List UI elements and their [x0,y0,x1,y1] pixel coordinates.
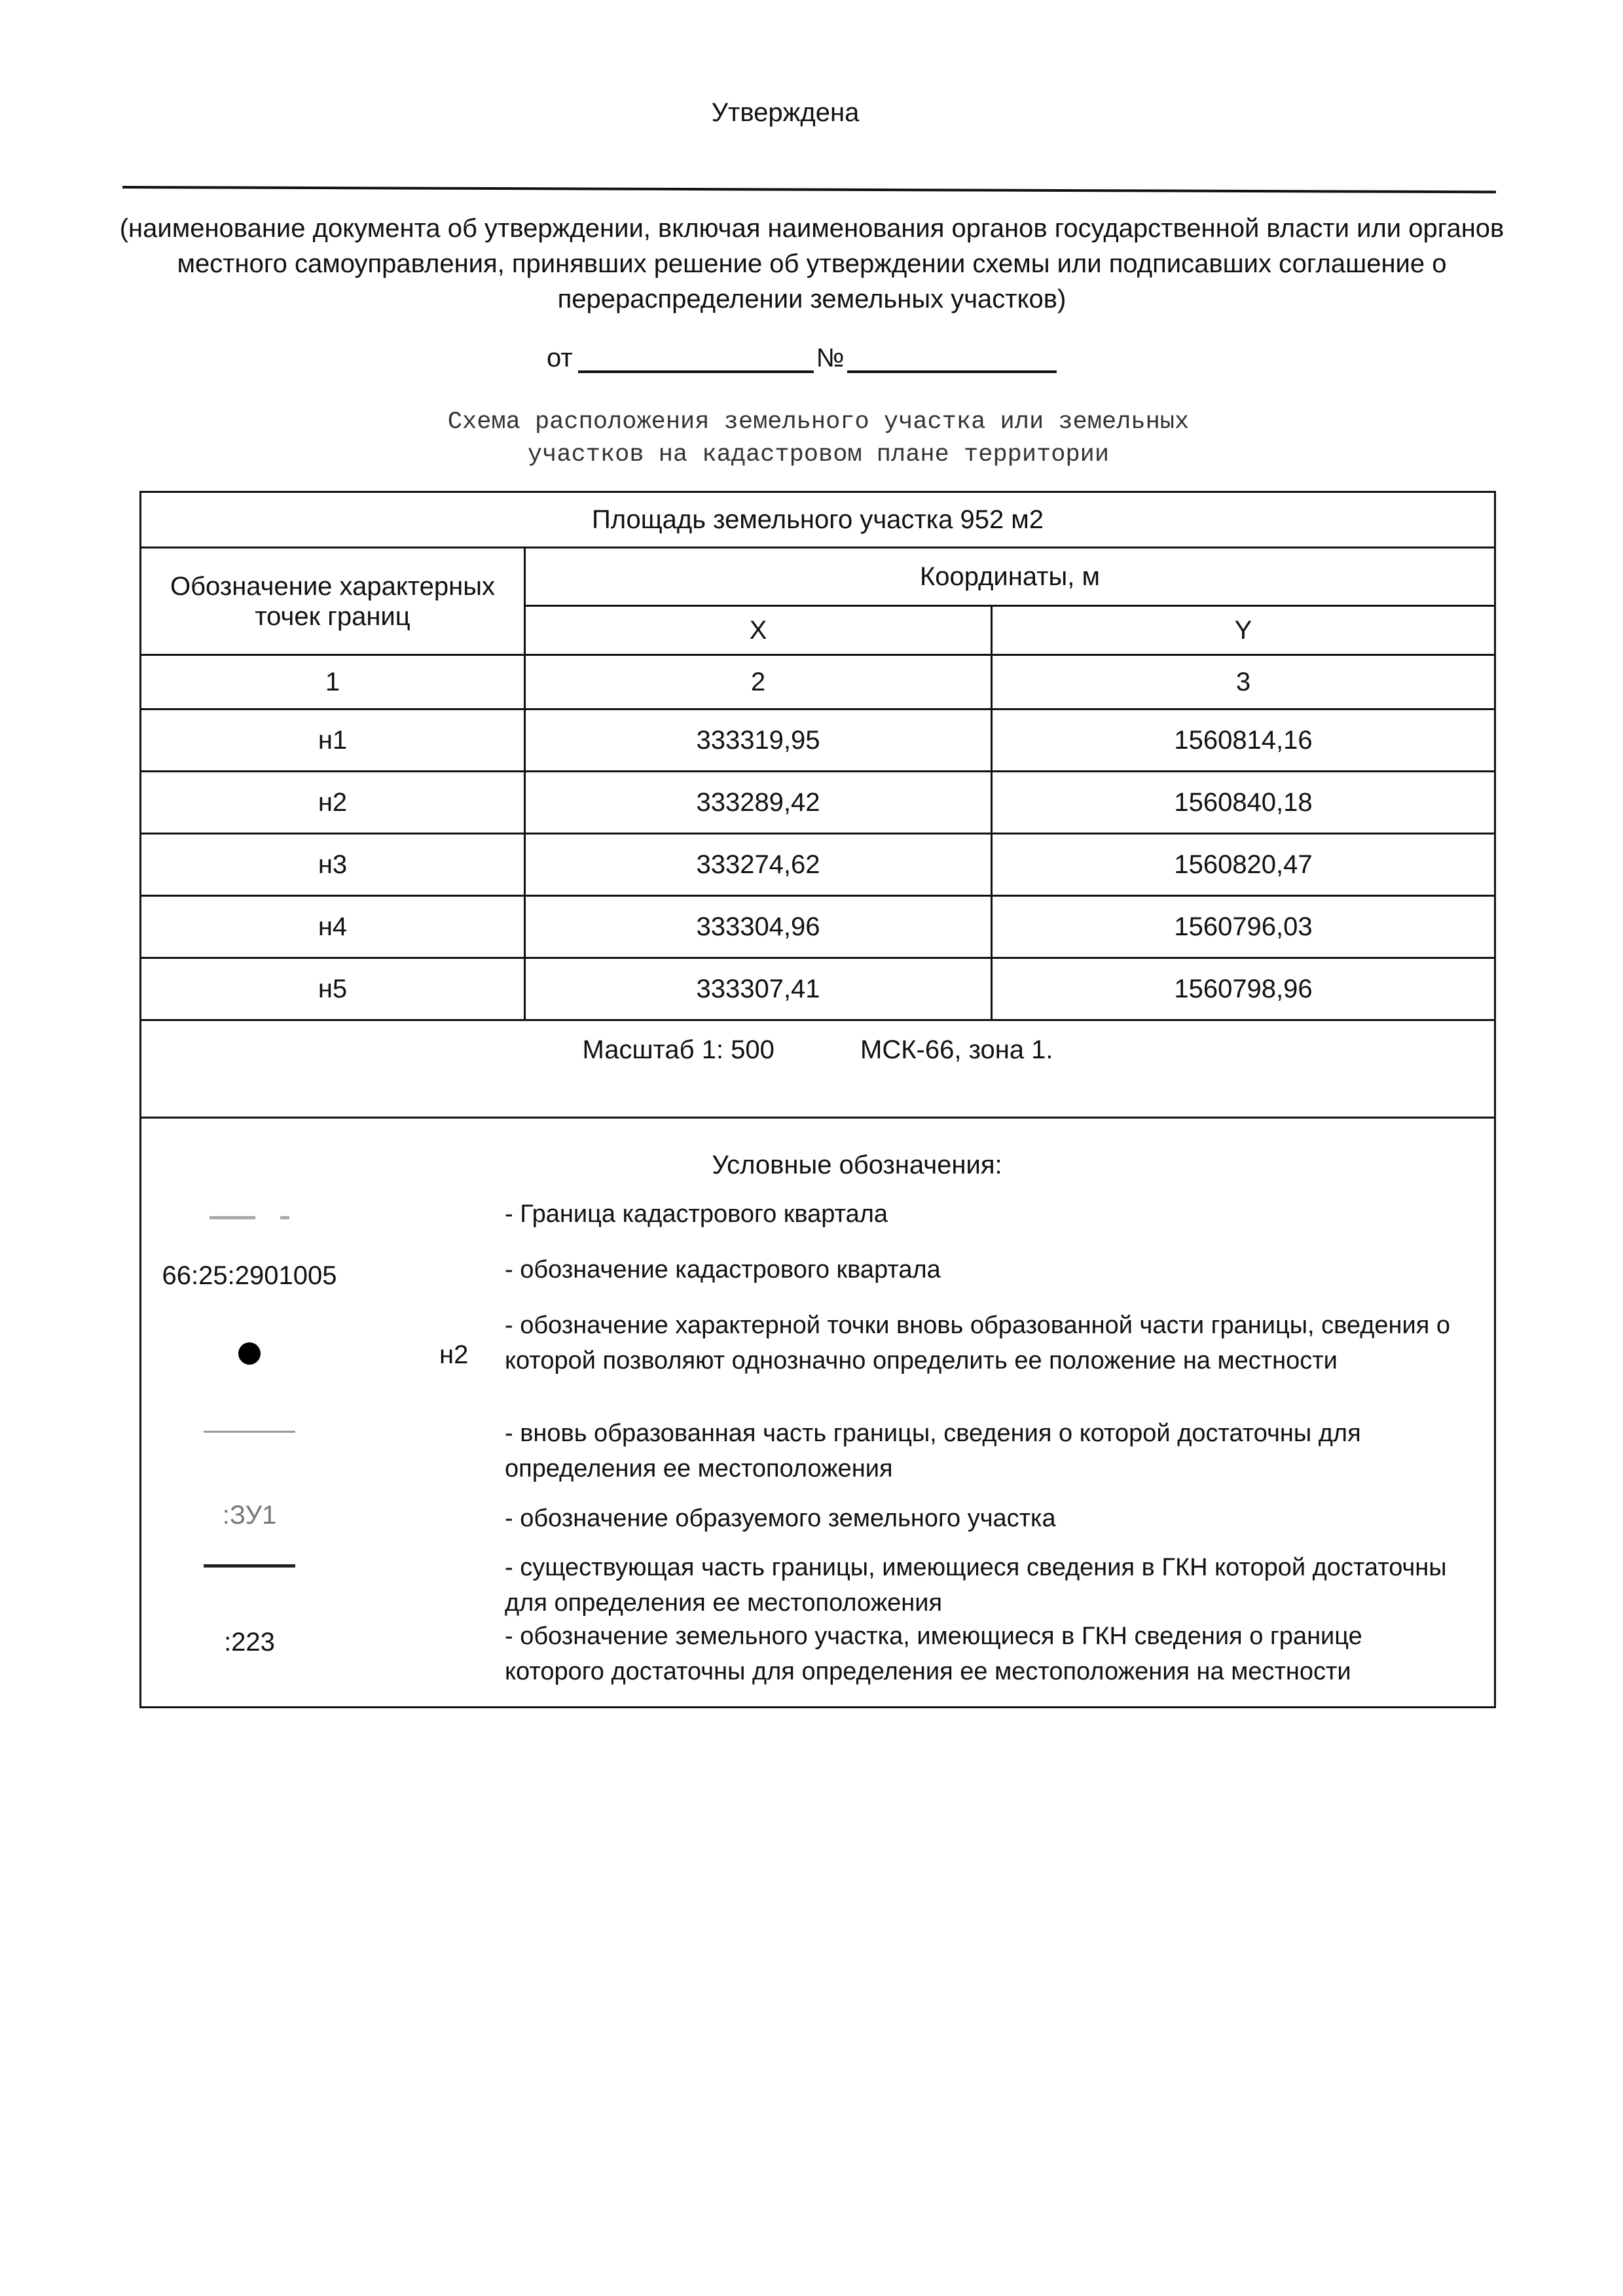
x-cell: 333307,41 [525,958,992,1020]
new-boundary-line-icon [119,1416,380,1445]
cadastral-quarter-boundary-icon [119,1202,380,1231]
document-title [262,406,1375,471]
point-cell: н5 [141,958,525,1020]
point-cell: н3 [141,834,525,896]
point-label: н2 [439,1340,469,1369]
legend-text: - Граница кадастрового квартала [505,1200,888,1228]
point-header: Обозначение характерных точек границ [141,548,525,655]
new-parcel-code: :ЗУ1 [222,1501,277,1530]
x-cell: 333274,62 [525,834,992,896]
scheme-frame [139,491,1496,1708]
scale-row [141,1020,1494,1118]
number-prefix: № [816,344,845,372]
legend-text: - обозначение кадастрового квартала [505,1256,941,1283]
legend-text: - обозначение образуемого земельного участка [505,1505,1056,1532]
table-row [141,958,1494,1020]
x-cell: 333319,95 [525,709,992,772]
area-row [141,493,1494,548]
existing-parcel-code: :223 [224,1628,275,1657]
number-blank [847,344,1057,373]
legend-text: - обозначение характерной точки вновь образованной части границы, сведения о которой позволяют однозначно определить ее положение на местности [505,1312,1451,1374]
x-cell: 333304,96 [525,896,992,958]
legend-text: - существующая часть границы, имеющиеся сведения в ГКН которой достаточны для определения ее местоположения [505,1554,1447,1617]
coordinates-table [141,493,1494,1119]
y-cell: 1560796,03 [992,896,1495,958]
point-cell: н1 [141,709,525,772]
y-cell: 1560814,16 [992,709,1495,772]
x-cell: 333289,42 [525,772,992,834]
y-header: Y [992,606,1495,655]
scale-cell [141,1020,1494,1118]
y-cell: 1560840,18 [992,772,1495,834]
approved-label: Утверждена [711,98,860,127]
area-cell: Площадь земельного участка 952 м2 [141,493,1494,548]
scale-text: Масштаб 1: 500 [582,1035,775,1064]
coords-header: Координаты, м [525,548,1495,606]
title-line-2: участков на кадастровом плане территории [527,441,1110,469]
legend-text: - обозначение земельного участка, имеющиеся в ГКН сведения о границе которого достаточны для определения ее местоположения на местности [505,1623,1362,1685]
cadastral-quarter-code: 66:25:2901005 [162,1261,337,1290]
column-number: 3 [992,655,1495,709]
column-number: 1 [141,655,525,709]
table-row [141,896,1494,958]
header-row-1 [141,548,1494,606]
table-row [141,772,1494,834]
point-cell: н4 [141,896,525,958]
title-line-1: Схема расположения земельного участка или земельных [447,408,1190,436]
point-cell: н2 [141,772,525,834]
legend-text: - вновь образованная часть границы, сведения о которой достаточны для определения ее местоположения [505,1420,1361,1482]
date-blank [578,344,814,373]
x-header: X [525,606,992,655]
y-cell: 1560798,96 [992,958,1495,1020]
legend-title: Условные обозначения: [712,1151,1002,1179]
existing-boundary-line-icon [119,1550,380,1579]
approval-signature-line [122,186,1496,193]
table-row [141,709,1494,772]
column-number: 2 [525,655,992,709]
date-prefix: от [547,344,573,372]
crs-text: МСК-66, зона 1. [860,1035,1053,1064]
approval-caption: (наименование документа об утверждении, включая наименования органов государственной власти или органов местного самоуправления, принявших решение об утверждении схемы или подписавших соглашение о перераспределении земельных участков) [119,214,1504,314]
table-row [141,834,1494,896]
boundary-point-dot-icon [119,1338,380,1367]
y-cell: 1560820,47 [992,834,1495,896]
date-number-line [547,344,1057,373]
column-number-row [141,655,1494,709]
